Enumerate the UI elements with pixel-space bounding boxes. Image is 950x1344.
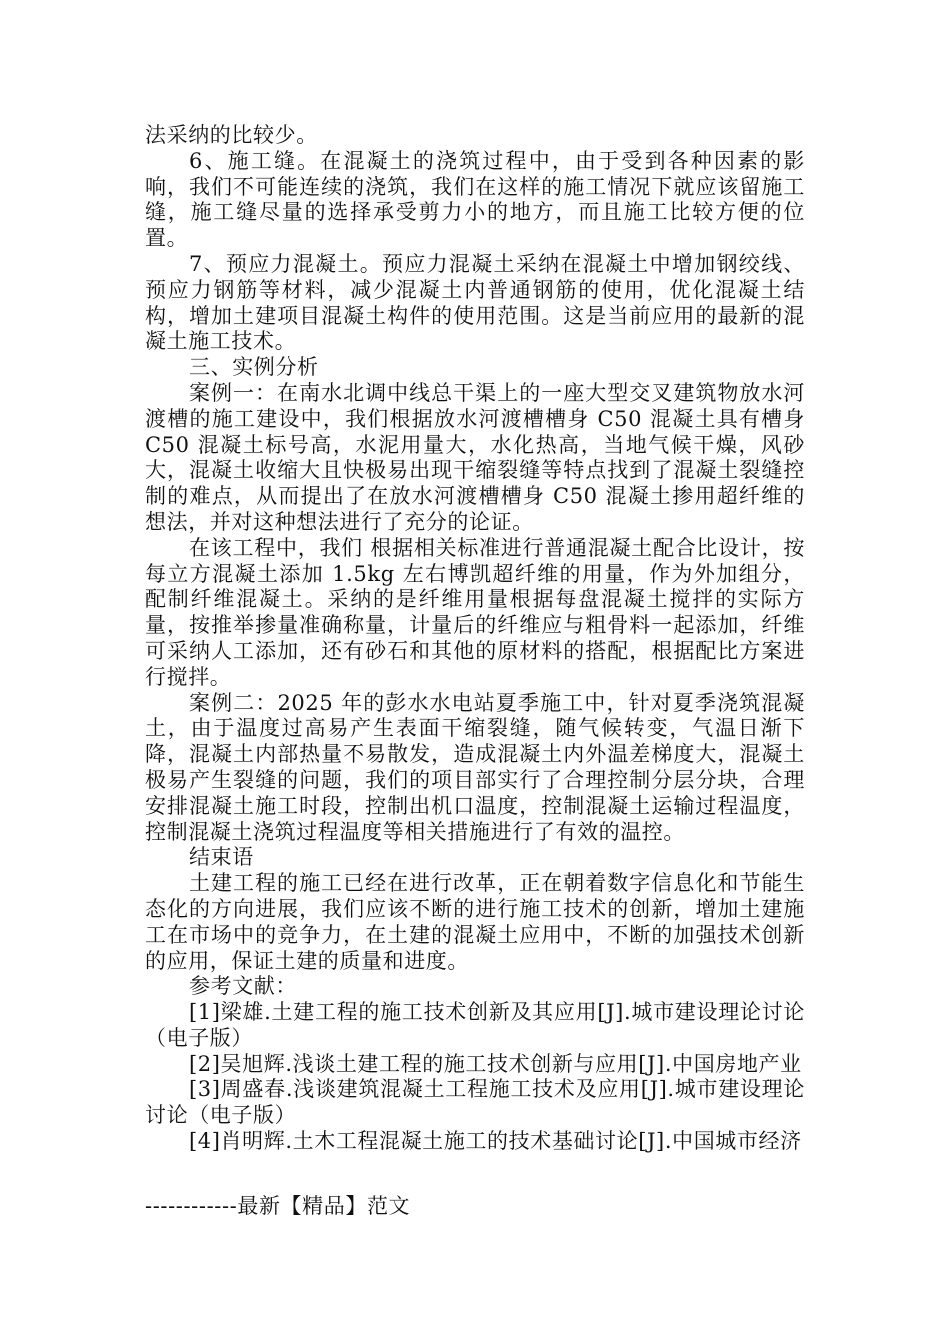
reference-item: [3]周盛春.浅谈建筑混凝土工程施工技术及应用[J].城市建设理论讨论（电子版）	[145, 1077, 805, 1128]
paragraph-case-two: 案例二：2025 年的彭水水电站夏季施工中，针对夏季浇筑混凝土，由于温度过高易产生表面干缩裂缝，随气候转变，气温日渐下降，混凝土内部热量不易散发，造成混凝土内外温差梯度大，混凝土极易产生裂缝的问题，我们的项目部实行了合理控制分层分块，合理安排混凝土施工时段，控制出机口温度，控制混凝土运输过程温度，控制混凝土浇筑过程温度等相关措施进行了有效的温控。	[145, 690, 805, 844]
reference-item: [4]肖明辉.土木工程混凝土施工的技术基础讨论[J].中国城市经济	[189, 1129, 802, 1154]
paragraph-case-one-detail: 在该工程中，我们 根据相关标准进行普通混凝土配合比设计，按每立方混凝土添加 1.5kg 左右博凯超纤维的用量，作为外加组分，配制纤维混凝土。采纳的是纤维用量根据每盘混凝土搅拌的实际方量，按推举掺量准确称量，计量后的纤维应与粗骨料一起添加，纤维可采纳人工添加，还有砂石和其他的原材料的搭配，根据配比方案进行搅拌。	[145, 535, 805, 689]
paragraph-construction-joint: 6、施工缝。在混凝土的浇筑过程中，由于受到各种因素的影响，我们不可能连续的浇筑，我们在这样的施工情况下就应该留施工缝，施工缝尽量的选择承受剪力小的地方，而且施工比较方便的位置。	[145, 148, 805, 251]
paragraph-conclusion: 土建工程的施工已经在进行改革，正在朝着数字信息化和节能生态化的方向进展，我们应该不断的进行施工技术的创新，增加土建施工在市场中的竞争力，在土建的混凝土应用中，不断的加强技术创新的应用，保证土建的质量和进度。	[145, 871, 805, 973]
reference-item: [1]梁雄.土建工程的施工技术创新及其应用[J].城市建设理论讨论（电子版）	[145, 1000, 805, 1050]
document-body	[145, 123, 805, 1155]
paragraph-prestressed-concrete: 7、预应力混凝土。预应力混凝土采纳在混凝土中增加钢绞线、预应力钢筋等材料，减少混凝土内普通钢筋的使用，优化混凝土结构，增加土建项目混凝土构件的使用范围。这是当前应用的最新的混凝土施工技术。	[145, 251, 805, 354]
section-heading-references: 参考文献：	[189, 974, 297, 999]
paragraph-continuation: 法采纳的比较少。	[145, 123, 318, 147]
footer-text: ------------最新【精品】范文	[145, 1194, 411, 1218]
paragraph-case-one: 案例一：在南水北调中线总干渠上的一座大型交叉建筑物放水河渡槽的施工建设中，我们根据放水河渡槽槽身 C50 混凝土具有槽身 C50 混凝土标号高，水泥用量大，水化热高，当地气候干燥，风砂大，混凝土收缩大且快极易出现干缩裂缝等特点找到了混凝土裂缝控制的难点，从而提出了在放水河渡槽槽身 C50 混凝土掺用超纤维的想法，并对这种想法进行了充分的论证。	[145, 380, 805, 534]
reference-item: [2]吴旭辉.浅谈土建工程的施工技术创新与应用[J].中国房地产业	[189, 1051, 802, 1076]
section-heading-case-analysis: 三、实例分析	[189, 355, 319, 380]
section-heading-conclusion: 结束语	[189, 845, 254, 870]
